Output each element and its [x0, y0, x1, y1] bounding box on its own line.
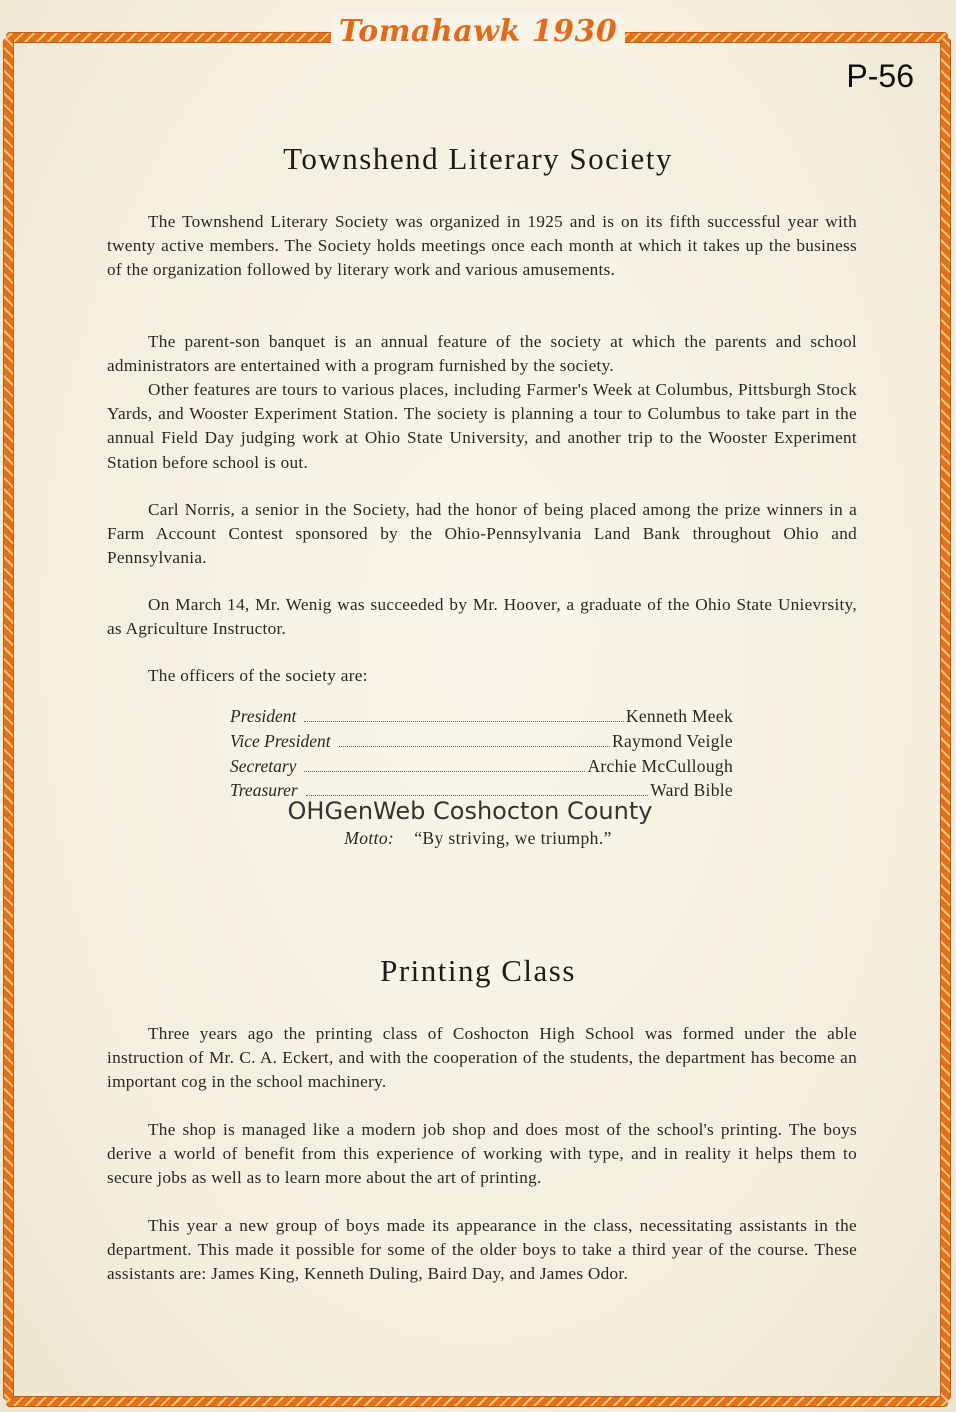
paragraph: The parent-son banquet is an annual feature of the society at which the parents and school administrators are entertained with a program furnished by the society.	[107, 332, 857, 376]
paragraph: The shop is managed like a modern job shop and does most of the school's printing. The boys derive a world of benefit from this experience of working with type, and in reality it helps them to secure jobs as well as to learn more about the art of printing.	[107, 1120, 857, 1188]
watermark-text: OHGenWeb Coshocton County	[287, 797, 653, 825]
officer-role: President	[230, 706, 297, 726]
yearbook-title	[0, 14, 956, 49]
section-title-printing-class: Printing Class	[380, 953, 576, 988]
paragraph: The officers of the society are:	[148, 666, 368, 685]
paragraph: Other features are tours to various places, including Farmer's Week at Columbus, Pittsburgh Stock Yards, and Wooster Experiment Station. The society is planning a tour to Columbus to take part in the annual Field Day judging work at Ohio State University, and another trip to the Wooster Experiment Station before school is out.	[107, 380, 857, 472]
paragraph: Three years ago the printing class of Coshocton High School was formed under the able instruction of Mr. C. A. Eckert, and with the cooperation of the students, the department has become an important cog in the school machinery.	[107, 1024, 857, 1092]
paragraph: Carl Norris, a senior in the Society, had the honor of being placed among the prize winners in a Farm Account Contest sponsored by the Ohio-Pennsylvania Land Bank throughout Ohio and Pennsylvania.	[107, 500, 857, 568]
officer-role: Vice President	[230, 730, 331, 751]
officer-name: Raymond Veigle	[611, 730, 733, 751]
paragraph: The Townshend Literary Society was organized in 1925 and is on its fifth successful year with twenty active members. The Society holds meetings once each month at which it takes up the business of the organization followed by literary work and various amusements.	[107, 212, 857, 280]
officer-role: Treasurer	[230, 780, 298, 801]
motto-label: Motto:	[344, 828, 395, 848]
officer-name: Ward Bible	[650, 780, 733, 801]
officer-row	[230, 756, 733, 781]
left-border	[3, 38, 14, 1400]
leader-dots	[339, 746, 610, 747]
paragraph: On March 14, Mr. Wenig was succeeded by Mr. Hoover, a graduate of the Ohio State Unievrsity, as Agriculture Instructor.	[107, 595, 857, 639]
officer-name: Kenneth Meek	[625, 706, 733, 726]
page-number-label: P-56	[846, 58, 914, 94]
right-border	[940, 38, 951, 1400]
paragraph: This year a new group of boys made its appearance in the class, necessitating assistants in the department. This made it possible for some of the older boys to take a third year of the course. These assistants are: James King, Kenneth Duling, Baird Day, and James Odor.	[107, 1216, 857, 1284]
leader-dots	[304, 771, 585, 772]
motto-text: “By striving, we triumph.”	[414, 828, 612, 848]
officer-role: Secretary	[230, 755, 297, 776]
section-title-literary-society: Townshend Literary Society	[283, 141, 673, 176]
yearbook-title-text: Tomahawk 1930	[331, 14, 625, 49]
officers-list	[230, 706, 733, 805]
officer-row	[230, 731, 733, 756]
leader-dots	[304, 721, 623, 722]
society-motto	[0, 828, 956, 849]
bottom-border	[6, 1396, 948, 1407]
officer-row	[230, 706, 733, 731]
officer-name: Archie McCullough	[587, 755, 733, 776]
